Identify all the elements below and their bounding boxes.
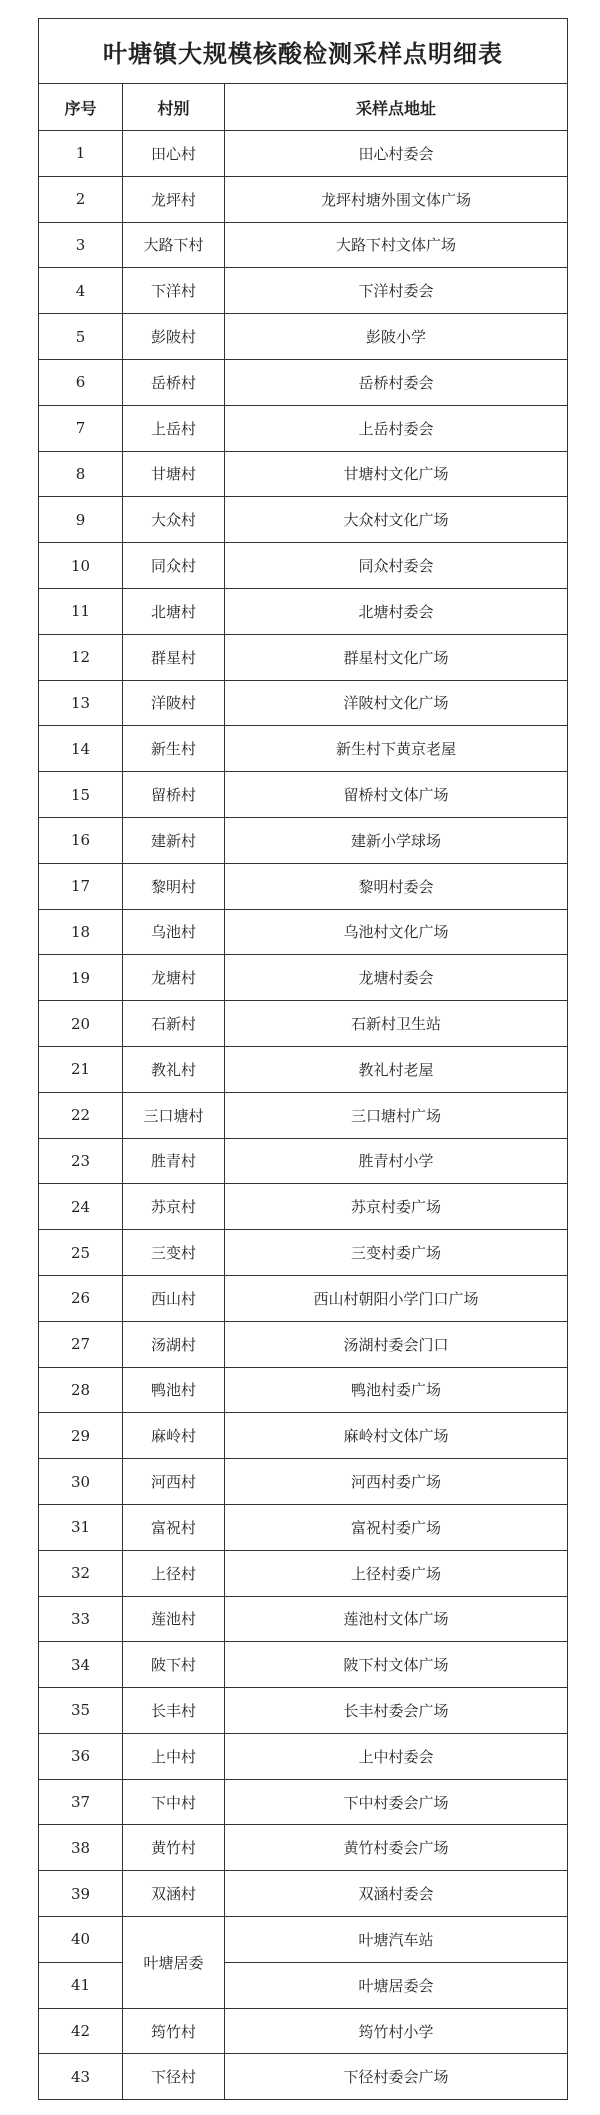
cell-number: 7 (39, 405, 123, 451)
cell-site-address: 上岳村委会 (225, 405, 568, 451)
table-row (39, 359, 568, 405)
table-row (39, 634, 568, 680)
cell-site-address: 龙坪村塘外围文体广场 (225, 176, 568, 222)
table-row (39, 909, 568, 955)
cell-number: 43 (39, 2054, 123, 2100)
cell-site-address: 富祝村委广场 (225, 1504, 568, 1550)
cell-number: 33 (39, 1596, 123, 1642)
cell-village: 莲池村 (123, 1596, 225, 1642)
table-row (39, 726, 568, 772)
table-row (39, 1184, 568, 1230)
cell-number: 11 (39, 588, 123, 634)
cell-village: 北塘村 (123, 588, 225, 634)
header-site-address: 采样点地址 (225, 84, 568, 131)
table-row (39, 543, 568, 589)
table-row (39, 1230, 568, 1276)
cell-number: 4 (39, 268, 123, 314)
cell-site-address: 长丰村委会广场 (225, 1688, 568, 1734)
table-row (39, 1367, 568, 1413)
cell-site-address: 西山村朝阳小学门口广场 (225, 1275, 568, 1321)
table-row (39, 1779, 568, 1825)
cell-village: 龙坪村 (123, 176, 225, 222)
cell-village: 三变村 (123, 1230, 225, 1276)
cell-number: 8 (39, 451, 123, 497)
cell-village: 长丰村 (123, 1688, 225, 1734)
cell-number: 40 (39, 1917, 123, 1963)
cell-village: 上径村 (123, 1550, 225, 1596)
cell-number: 12 (39, 634, 123, 680)
cell-site-address: 上中村委会 (225, 1733, 568, 1779)
cell-number: 28 (39, 1367, 123, 1413)
cell-number: 1 (39, 131, 123, 177)
table-title: 叶塘镇大规模核酸检测采样点明细表 (39, 19, 568, 84)
cell-village: 田心村 (123, 131, 225, 177)
cell-village: 上岳村 (123, 405, 225, 451)
cell-village: 岳桥村 (123, 359, 225, 405)
table-row (39, 1092, 568, 1138)
cell-number: 29 (39, 1413, 123, 1459)
cell-number: 42 (39, 2008, 123, 2054)
cell-village: 洋陂村 (123, 680, 225, 726)
cell-number: 36 (39, 1733, 123, 1779)
table-row (39, 314, 568, 360)
cell-site-address: 北塘村委会 (225, 588, 568, 634)
cell-village: 彭陂村 (123, 314, 225, 360)
cell-village: 西山村 (123, 1275, 225, 1321)
cell-site-address: 三变村委广场 (225, 1230, 568, 1276)
cell-village: 河西村 (123, 1459, 225, 1505)
table-row (39, 2008, 568, 2054)
table-row (39, 497, 568, 543)
cell-site-address: 汤湖村委会门口 (225, 1321, 568, 1367)
detail-table-sheet (38, 18, 567, 2100)
cell-number: 32 (39, 1550, 123, 1596)
cell-village: 下洋村 (123, 268, 225, 314)
cell-village: 三口塘村 (123, 1092, 225, 1138)
cell-village: 同众村 (123, 543, 225, 589)
cell-village: 下径村 (123, 2054, 225, 2100)
cell-number: 30 (39, 1459, 123, 1505)
sampling-site-table (38, 18, 568, 2100)
cell-village: 群星村 (123, 634, 225, 680)
cell-site-address: 大众村文化广场 (225, 497, 568, 543)
cell-site-address: 叶塘汽车站 (225, 1917, 568, 1963)
cell-village: 甘塘村 (123, 451, 225, 497)
cell-village: 黎明村 (123, 863, 225, 909)
header-row (39, 84, 568, 131)
cell-number: 22 (39, 1092, 123, 1138)
cell-site-address: 彭陂小学 (225, 314, 568, 360)
table-row (39, 268, 568, 314)
table-row (39, 451, 568, 497)
table-row (39, 1962, 568, 2008)
cell-site-address: 留桥村文体广场 (225, 772, 568, 818)
cell-village: 石新村 (123, 1001, 225, 1047)
table-row (39, 1733, 568, 1779)
table-row (39, 1825, 568, 1871)
cell-number: 9 (39, 497, 123, 543)
table-row (39, 1596, 568, 1642)
cell-village: 教礼村 (123, 1046, 225, 1092)
header-village: 村别 (123, 84, 225, 131)
cell-number: 38 (39, 1825, 123, 1871)
cell-village: 黄竹村 (123, 1825, 225, 1871)
table-row (39, 1688, 568, 1734)
cell-village: 建新村 (123, 817, 225, 863)
cell-number: 34 (39, 1642, 123, 1688)
cell-number: 35 (39, 1688, 123, 1734)
header-number: 序号 (39, 84, 123, 131)
cell-site-address: 同众村委会 (225, 543, 568, 589)
cell-village: 下中村 (123, 1779, 225, 1825)
cell-site-address: 叶塘居委会 (225, 1962, 568, 2008)
cell-number: 31 (39, 1504, 123, 1550)
title-row (39, 19, 568, 84)
cell-number: 41 (39, 1962, 123, 2008)
table-body (39, 131, 568, 2100)
table-row (39, 2054, 568, 2100)
cell-village: 新生村 (123, 726, 225, 772)
cell-site-address: 下中村委会广场 (225, 1779, 568, 1825)
cell-site-address: 下洋村委会 (225, 268, 568, 314)
cell-village: 胜青村 (123, 1138, 225, 1184)
cell-village: 大众村 (123, 497, 225, 543)
table-row (39, 955, 568, 1001)
cell-site-address: 乌池村文化广场 (225, 909, 568, 955)
cell-number: 2 (39, 176, 123, 222)
cell-number: 37 (39, 1779, 123, 1825)
table-row (39, 1275, 568, 1321)
cell-number: 20 (39, 1001, 123, 1047)
cell-site-address: 筠竹村小学 (225, 2008, 568, 2054)
table-row (39, 772, 568, 818)
cell-number: 6 (39, 359, 123, 405)
table-row (39, 588, 568, 634)
table-row (39, 680, 568, 726)
cell-site-address: 三口塘村广场 (225, 1092, 568, 1138)
table-row (39, 222, 568, 268)
cell-village: 陂下村 (123, 1642, 225, 1688)
table-row (39, 1642, 568, 1688)
cell-village: 双涵村 (123, 1871, 225, 1917)
cell-site-address: 黄竹村委会广场 (225, 1825, 568, 1871)
cell-number: 16 (39, 817, 123, 863)
cell-site-address: 上径村委广场 (225, 1550, 568, 1596)
table-row (39, 1046, 568, 1092)
cell-site-address: 新生村下黄京老屋 (225, 726, 568, 772)
table-row (39, 1550, 568, 1596)
cell-number: 21 (39, 1046, 123, 1092)
cell-number: 17 (39, 863, 123, 909)
cell-village: 龙塘村 (123, 955, 225, 1001)
cell-site-address: 岳桥村委会 (225, 359, 568, 405)
cell-number: 25 (39, 1230, 123, 1276)
cell-village: 苏京村 (123, 1184, 225, 1230)
table-row (39, 131, 568, 177)
cell-number: 15 (39, 772, 123, 818)
table-row (39, 817, 568, 863)
cell-number: 5 (39, 314, 123, 360)
cell-village: 麻岭村 (123, 1413, 225, 1459)
table-row (39, 1871, 568, 1917)
cell-number: 39 (39, 1871, 123, 1917)
cell-number: 24 (39, 1184, 123, 1230)
cell-village: 富祝村 (123, 1504, 225, 1550)
cell-number: 14 (39, 726, 123, 772)
cell-site-address: 群星村文化广场 (225, 634, 568, 680)
cell-village: 汤湖村 (123, 1321, 225, 1367)
cell-site-address: 陂下村文体广场 (225, 1642, 568, 1688)
cell-village: 筠竹村 (123, 2008, 225, 2054)
cell-site-address: 教礼村老屋 (225, 1046, 568, 1092)
table-row (39, 405, 568, 451)
cell-site-address: 麻岭村文体广场 (225, 1413, 568, 1459)
cell-site-address: 河西村委广场 (225, 1459, 568, 1505)
cell-site-address: 胜青村小学 (225, 1138, 568, 1184)
cell-village: 大路下村 (123, 222, 225, 268)
table-row (39, 1459, 568, 1505)
cell-number: 13 (39, 680, 123, 726)
table-row (39, 1504, 568, 1550)
cell-site-address: 甘塘村文化广场 (225, 451, 568, 497)
cell-site-address: 大路下村文体广场 (225, 222, 568, 268)
cell-village: 叶塘居委 (123, 1917, 225, 2009)
table-row (39, 1917, 568, 1963)
table-row (39, 176, 568, 222)
cell-site-address: 石新村卫生站 (225, 1001, 568, 1047)
cell-number: 10 (39, 543, 123, 589)
cell-village: 鸭池村 (123, 1367, 225, 1413)
table-row (39, 1321, 568, 1367)
cell-number: 26 (39, 1275, 123, 1321)
cell-number: 27 (39, 1321, 123, 1367)
cell-site-address: 黎明村委会 (225, 863, 568, 909)
cell-number: 23 (39, 1138, 123, 1184)
cell-village: 乌池村 (123, 909, 225, 955)
table-row (39, 863, 568, 909)
cell-site-address: 双涵村委会 (225, 1871, 568, 1917)
cell-site-address: 鸭池村委广场 (225, 1367, 568, 1413)
cell-site-address: 田心村委会 (225, 131, 568, 177)
cell-site-address: 莲池村文体广场 (225, 1596, 568, 1642)
cell-number: 19 (39, 955, 123, 1001)
cell-site-address: 龙塘村委会 (225, 955, 568, 1001)
cell-number: 18 (39, 909, 123, 955)
cell-site-address: 苏京村委广场 (225, 1184, 568, 1230)
cell-number: 3 (39, 222, 123, 268)
table-row (39, 1138, 568, 1184)
table-row (39, 1001, 568, 1047)
cell-village: 上中村 (123, 1733, 225, 1779)
cell-village: 留桥村 (123, 772, 225, 818)
cell-site-address: 洋陂村文化广场 (225, 680, 568, 726)
cell-site-address: 建新小学球场 (225, 817, 568, 863)
table-row (39, 1413, 568, 1459)
cell-site-address: 下径村委会广场 (225, 2054, 568, 2100)
